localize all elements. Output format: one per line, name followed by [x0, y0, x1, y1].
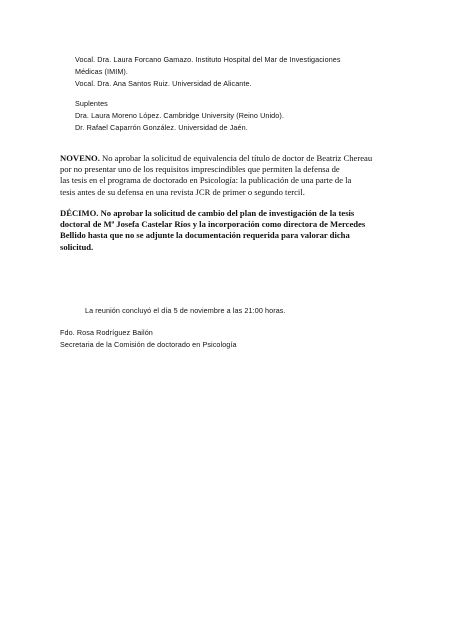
noveno-paragraph	[60, 153, 372, 198]
noveno-line-1: No aprobar la solicitud de equivalencia del título de doctor de Beatriz Chereau	[99, 153, 373, 163]
signature-name: Fdo. Rosa Rodríguez Bailón	[60, 328, 153, 337]
noveno-line-3: las tesis en el programa de doctorado en Psicología: la publicación de una parte de la	[60, 175, 352, 186]
tribunal-vocal-1-line1: Vocal. Dra. Laura Forcano Gamazo. Instituto Hospital del Mar de Investigaciones	[75, 55, 341, 64]
suplentes-heading: Suplentes	[75, 99, 108, 108]
tribunal-vocal-2: Vocal. Dra. Ana Santos Ruiz. Universidad de Alicante.	[75, 79, 252, 88]
decimo-label: DÉCIMO.	[60, 208, 99, 218]
decimo-paragraph	[60, 208, 365, 253]
noveno-label: NOVENO.	[60, 153, 100, 163]
closing-statement: La reunión concluyó el día 5 de noviembre a las 21:00 horas.	[85, 306, 286, 315]
signature-role: Secretaria de la Comisión de doctorado en Psicología	[60, 340, 237, 349]
suplentes-member-2: Dr. Rafael Caparrón González. Universidad de Jaén.	[75, 123, 248, 132]
noveno-line-2: por no presentar uno de los requisitos imprescindibles que permiten la defensa de	[60, 164, 340, 175]
decimo-line-4: solicitud.	[60, 241, 94, 252]
decimo-line-3: Bellido hasta que no se adjunte la documentación requerida para valorar dicha	[60, 230, 350, 241]
noveno-line-4: tesis antes de su defensa en una revista JCR de primer o segundo tercil.	[60, 186, 305, 197]
decimo-line-2: doctoral de Mª Josefa Castelar Ríos y la incorporación como directora de Mercedes	[60, 219, 366, 230]
suplentes-member-1: Dra. Laura Moreno López. Cambridge University (Reino Unido).	[75, 111, 284, 120]
tribunal-vocal-1-line2: Médicas (IMIM).	[75, 67, 129, 76]
decimo-line-1: No aprobar la solicitud de cambio del plan de investigación de la tesis	[98, 208, 355, 218]
